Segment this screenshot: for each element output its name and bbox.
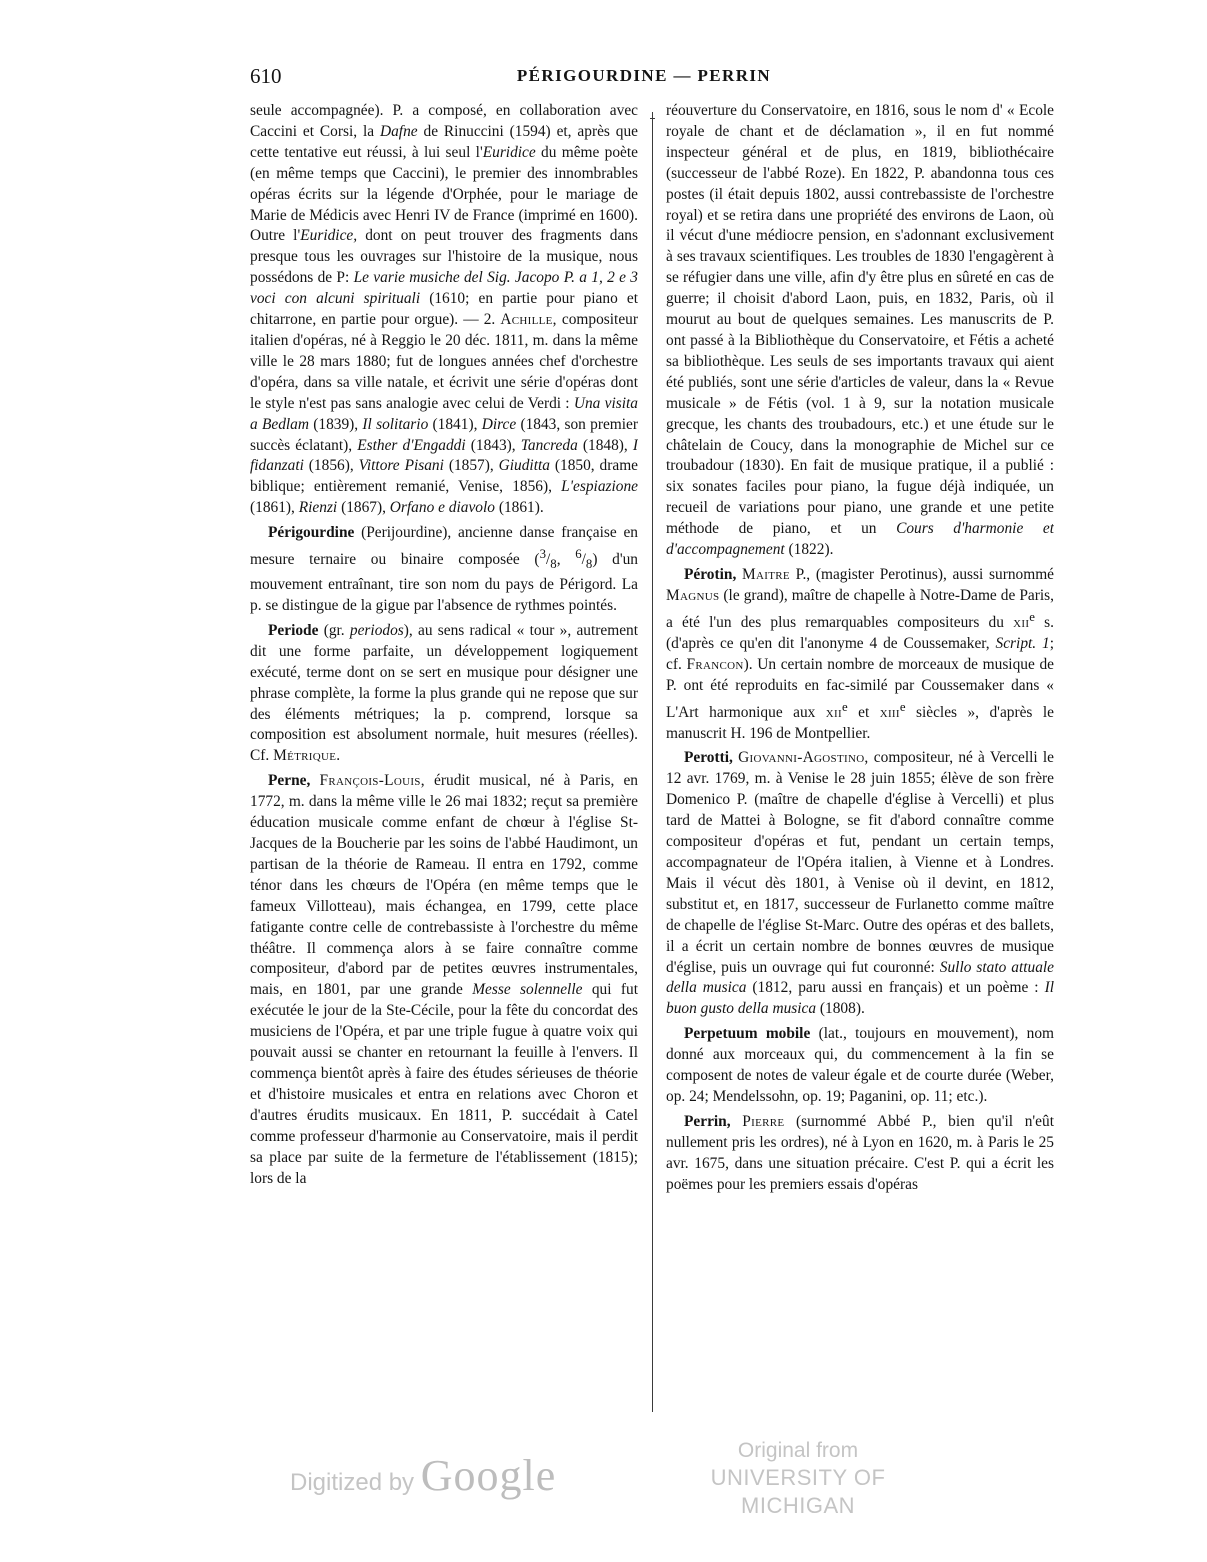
entry-perigourdine: Périgourdine (Perijourdine), ancienne danse française en mesure ternaire ou binaire composée ($^3/_8$, $^6/_8$) d'un mouvement entraînant, tire son nom du pays de Périgord. La p. se distingue de la gigue par l'absence de rythmes pointés. bbox=[250, 524, 638, 615]
page-header bbox=[250, 64, 1038, 98]
running-head: PÉRIGOURDINE — PERRIN bbox=[516, 66, 772, 85]
headword-perne: Perne, bbox=[268, 772, 311, 790]
column-rule bbox=[652, 112, 653, 1412]
headword-perpetuum-mobile: Perpetuum mobile bbox=[684, 1025, 811, 1043]
headword-perigourdine: Périgourdine bbox=[268, 524, 355, 542]
google-logo: Google bbox=[420, 1451, 557, 1500]
peri-continuation: seule accompagnée). P. a composé, en collaboration avec Caccini et Corsi, la Dafne de Rinuccini (1594) et, après que cette tentative eut réussi, à lui seul l'Euridice du même poète (en même temps que Caccini), le premier des innombrables opéras écrits sur la légende d'Orphée, pour le mariage de Marie de Médicis avec Henri IV de France (imprimé en 1600). Outre l'Euridice, dont on peut trouver des fragments dans presque tous les ouvrages sur l'histoire de la musique, nous possédons de P: Le varie musiche del Sig. Jacopo P. a 1, 2 e 3 voci con alcuni spirituali (1610; en partie pour piano et chitarrone, en partie pour orgue). — 2. Achille, compositeur italien d'opéras, né à Reggio le 20 déc. 1811, m. dans la même ville le 28 mars 1880; fut de longues années chef d'orchestre d'opéra, dans sa ville natale, et écrivit une série d'opéras dont le style n'est pas sans analogie avec celui de Verdi : Una visita a Bedlam (1839), Il solitario (1841), Dirce (1843, son premier succès éclatant), Esther d'Engaddi (1843), Tancreda (1848), I fidanzati (1856), Vittore Pisani (1857), Giuditta (1850, drame biblique; entièrement remanié, Venise, 1856), L'espiazione (1861), Rienzi (1867), Orfano e diavolo (1861). bbox=[250, 102, 638, 517]
achille-name: Achille, bbox=[500, 311, 557, 329]
original-from-watermark: Original from UNIVERSITY OF MICHIGAN bbox=[710, 1439, 886, 1518]
scan-footer bbox=[0, 1438, 1207, 1518]
headword-perrin: Perrin, bbox=[684, 1112, 731, 1130]
perne-continuation: réouverture du Conservatoire, en 1816, sous le nom d' « Ecole royale de chant et de déclamation », il en fut nommé inspecteur général et de plus, en 1819, bibliothécaire (successeur de l'abbé Roze). En 1822, P. abandonna tous ces postes (il était depuis 1802, aussi contrebassiste de l'orchestre royal) et se retira dans une propriété des environs de Laon, où il vécut d'une médiocre pension, en s'adonnant exclusivement à ses travaux scientifiques. Les troubles de 1830 l'engagèrent à se réfugier dans une ville, afin d'y être plus en sûreté en cas de guerre; il choisit d'abord Laon, puis, en 1832, Paris, où il mourut au bout de quelques semaines. Les manuscrits de P. ont passé à la Bibliothèque du Conservatoire, et Fétis a acheté sa bibliothèque. Les seuls de ses importants travaux qui aient été publiés, sont une série d'articles de valeur, dans la « Revue musicale » de Fétis (vol. 1 à 9, sur la notation musicale grecque, les chants des troubadours, etc.) et une étude sur le châtelain de Coucy, dans la monographie de Michel sur ce troubadour (1830). En fait de musique pratique, il a publié : six sonates faciles pour piano, la fugue déjà indiquée, un recueil de variations pour piano, une grande et une petite méthode de piano, et un Cours d'harmonie et d'accompagnement (1822). bbox=[666, 102, 1054, 559]
entry-perrin: Perrin, Pierre (surnommé Abbé P., bien qu'il n'eût nullement pris les ordres), né à Lyon en 1620, m. à Paris le 25 avr. 1675, dans une situation précaire. C'est P. qui a écrit les poëmes pour les premiers essais d'opéras bbox=[666, 1112, 1054, 1193]
entry-perotti: Perotti, Giovanni-Agostino, compositeur, né à Vercelli le 12 avr. 1769, m. à Venise le 28 juin 1855; élève de son frère Domenico P. (maître de chapelle d'église à Vercelli) et plus tard de Mattei à Bologne, se fit d'abord connaître comme compositeur d'opéras et fut, pendant un certain temps, accompagnateur de l'Opéra italien, à Vienne et à Londres. Mais il vécut dès 1801, à Venise où il devint, en 1812, substitut et, en 1817, successeur de Furlanetto comme maître de chapelle de l'église St-Marc. Outre des opéras et des ballets, il a écrit un certain nombre de bonnes œuvres de musique d'église, puis un ouvrage qui fut couronné: Sullo stato attuale della musica (1812, paru aussi en français) et un poème : Il buon gusto della musica (1808). bbox=[666, 749, 1054, 1018]
right-column bbox=[666, 101, 1054, 1419]
left-column bbox=[250, 101, 638, 1419]
entry-perotin: Pérotin, Maitre P., (magister Perotinus), aussi surnommé Magnus (le grand), maître de chapelle à Notre-Dame de Paris, a été l'un des plus remarquables compositeurs du xii$^e$ s. (d'après ce qu'en dit l'anonyme 4 de Coussemaker, Script. 1; cf. Francon). Un certain nombre de morceaux de musique de P. ont été reproduits en fac-similé par Coussemaker dans « L'Art harmonique aux xii$^e$ et xiii$^e$ siècles », d'après le manuscrit H. 196 de Montpellier. bbox=[666, 565, 1054, 742]
headword-perotti: Perotti, bbox=[684, 749, 733, 767]
headword-periode: Periode bbox=[268, 621, 319, 639]
digitized-by-watermark: Digitized by Google bbox=[290, 1451, 557, 1500]
entry-perpetuum-mobile: Perpetuum mobile (lat., toujours en mouvement), nom donné aux morceaux qui, du commencement à la fin se composent de notes de valeur égale et de courte durée (Weber, op. 24; Mendelssohn, op. 19; Paganini, op. 11; etc.). bbox=[666, 1025, 1054, 1105]
entry-periode: Periode (gr. periodos), au sens radical « tour », autrement dit une forme parfaite, un développement logiquement exécuté, terme dont on se sert en musique pour désigner une phrase complète, la forme la plus grande qui ne repose que sur des éléments métriques; la p. comprend, lorsque sa composition est absolument normale, huit mesures (réelles). Cf. Métrique. bbox=[250, 621, 638, 765]
entry-perne: Perne, François-Louis, érudit musical, né à Paris, en 1772, m. dans la même ville le 26 mai 1832; reçut sa première éducation musicale comme enfant de chœur à l'église St-Jacques de la Boucherie par les soins de l'abbé Haudimont, un partisan de la théorie de Rameau. Il entra en 1792, comme ténor dans les chœurs de l'Opéra (en même temps que le fameux Villotteau), mais échangea, en 1799, cette place fatigante contre celle de contrebassiste à l'orchestre du même théâtre. Il commença alors à se faire connaître comme compositeur, d'abord par de petites œuvres instrumentales, mais, en 1801, par une grande Messe solennelle qui fut exécutée le jour de la Ste-Cécile, pour la fête du concordat des musiciens de l'Opéra, et par une triple fugue à quatre voix qui pouvait aussi se chanter en retournant la feuille à l'envers. Il commença bientôt après à faire des études sérieuses de théorie et d'histoire musicales et entra en relations avec Choron et d'autres érudits musicaux. En 1811, P. succédait à Catel comme professeur d'harmonie au Conservatoire, mais il perdit sa place par suite de la fermeture de l'établissement (1815); lors de la bbox=[250, 772, 638, 1187]
headword-perotin: Pérotin, bbox=[684, 565, 737, 583]
page-number: 610 bbox=[250, 64, 282, 88]
xref-metrique: Métrique. bbox=[273, 747, 341, 765]
column-rule-tick bbox=[650, 118, 655, 119]
